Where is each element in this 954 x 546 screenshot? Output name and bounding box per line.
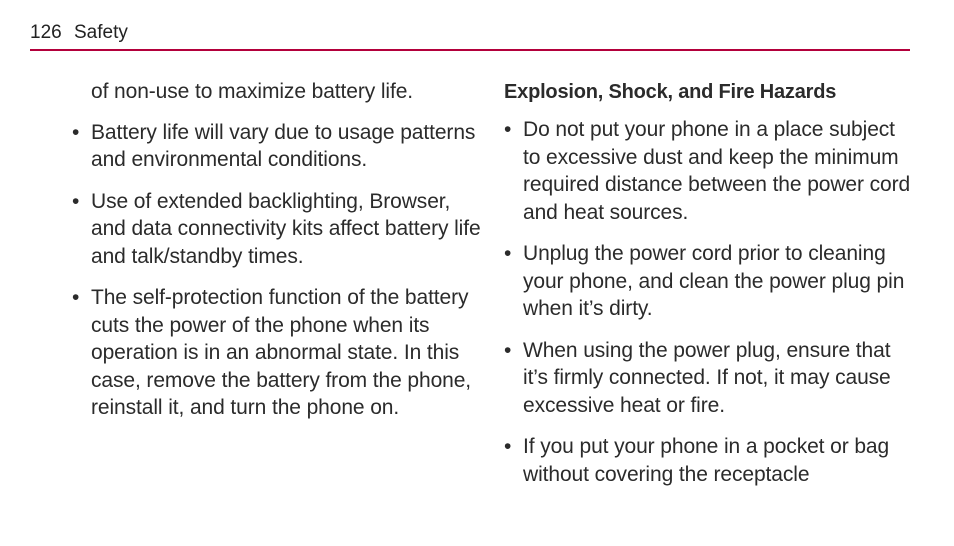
list-item: [72, 188, 482, 271]
list-item-text: Battery life will vary due to usage patterns and environmental conditions.: [91, 120, 476, 171]
left-column: [72, 78, 482, 436]
page-number: 126: [30, 22, 62, 43]
list-item: [504, 337, 914, 420]
bullet-icon: •: [504, 435, 512, 458]
section-title: Safety: [74, 22, 128, 43]
list-item: [504, 433, 914, 488]
list-item: [504, 240, 914, 323]
bullet-icon: •: [72, 120, 80, 144]
list-item: [72, 284, 482, 422]
list-item-text: If you put your phone in a pocket or bag without covering the receptacle: [523, 435, 890, 486]
continuation-text: of non-use to maximize battery life.: [91, 80, 414, 103]
bullet-icon: •: [504, 118, 512, 141]
list-item-text: Do not put your phone in a place subject to excessive dust and keep the minimum required distance between the power cord and heat sources.: [523, 118, 911, 224]
list-item-text: When using the power plug, ensure that it’s firmly connected. If not, it may cause excessive heat or fire.: [523, 338, 891, 417]
page-header: [30, 20, 910, 50]
right-column: [504, 78, 914, 502]
list-item-text: The self-protection function of the battery cuts the power of the phone when its operation is in an abnormal state. In this case, remove the battery from the phone, reinstall it, and turn the phone on.: [91, 286, 472, 419]
header-divider: [30, 49, 910, 51]
list-item: [72, 119, 482, 174]
bullet-icon: •: [72, 189, 80, 213]
bullet-icon: •: [504, 338, 512, 362]
section-heading: Explosion, Shock, and Fire Hazards: [504, 81, 837, 103]
list-item-text: Unplug the power cord prior to cleaning your phone, and clean the power plug pin when it’s dirty.: [523, 242, 905, 320]
list-item: [504, 116, 914, 226]
bullet-icon: •: [504, 242, 512, 265]
list-item-text: Use of extended backlighting, Browser, and data connectivity kits affect battery life and talk/standby times.: [91, 189, 481, 268]
bullet-icon: •: [72, 286, 80, 309]
